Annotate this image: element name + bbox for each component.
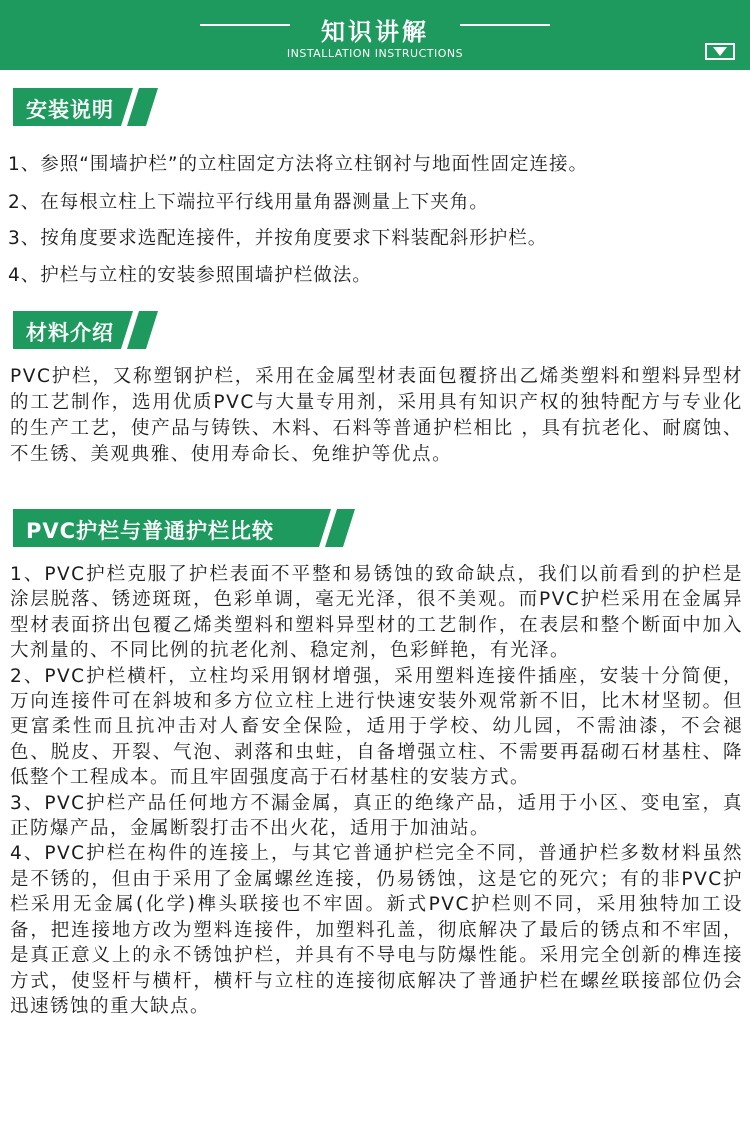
- section-heading-installation: [13, 88, 158, 126]
- section-heading-materials: [13, 311, 158, 349]
- materials-paragraph: PVC护栏，又称塑钢护栏，采用在金属型材表面包覆挤出乙烯类塑料和塑料异型材的工艺制作，选用优质PVC与大量专用剂，采用具有知识产权的独特配方与专业化的生产工艺，使产品与铸铁、木料、石料等普通护栏相比 ，具有抗老化、耐腐蚀、不生锈、美观典雅、使用寿命长、免维护等优点。: [10, 366, 743, 465]
- section-heading-text: 材料介绍: [26, 321, 114, 345]
- comparison-paragraph: 1、PVC护栏克服了护栏表面不平整和易锈蚀的致命缺点，我们以前看到的护栏是涂层脱落、锈迹斑斑，色彩单调，毫无光泽，很不美观。而PVC护栏采用在金属异型材表面挤出包覆乙烯类塑料和塑料异型材的工艺制作，在表层和整个断面中加入大剂量的、不同比例的抗老化剂、稳定剂，色彩鲜艳，有光泽。 2、PVC护栏横杆，立柱均采用钢材增强，采用塑料连接件插座，安装十分简便，万向连接件可在斜坡和多方位立柱上进行快速安装外观常新不旧，比木材坚韧。但更富柔性而且抗冲击对人畜安全保险，适用于学校、幼儿园，不需油漆，不会褪色、脱皮、开裂、气泡、剥落和虫蛀，自备增强立柱、不需要再磊砌石材基柱、降低整个工程成本。而且牢固强度高于石材基柱的安装方式。 3、PVC护栏产品任何地方不漏金属，真正的绝缘产品，适用于小区、变电室，真正防爆产品，金属断裂打击不出火花，适用于加油站。 4、PVC护栏在构件的连接上，与其它普通护栏完全不同，普通护栏多数材料虽然是不锈的，但由于采用了金属螺丝连接，仍易锈蚀，这是它的死穴；有的非PVC护栏采用无金属(化学)榫头联接也不牢固。新式PVC护栏则不同，采用独特加工设备，把连接地方改为塑料连接件，加塑料孔盖，彻底解决了最后的锈点和不牢固，是真正意义上的永不锈蚀护栏，并具有不导电与防爆性能。采用完全创新的榫连接方式，使竖杆与横杆，横杆与立柱的连接彻底解决了普通护栏在螺丝联接部位仍会迅速锈蚀的重大缺点。: [10, 564, 743, 1017]
- chevron-down-icon: [713, 47, 727, 57]
- section-heading-text: PVC护栏与普通护栏比较: [26, 519, 275, 543]
- installation-step-1: 1、参照“围墙护栏”的立柱固定方法将立柱钢衬与地面性固定连接。: [8, 154, 588, 175]
- banner-subtitle: INSTALLATION INSTRUCTIONS: [286, 47, 464, 60]
- installation-step-3: 3、按角度要求选配连接件，并按角度要求下料装配斜形护栏。: [8, 228, 548, 249]
- installation-step-4: 4、护栏与立柱的安装参照围墙护栏做法。: [8, 265, 372, 286]
- collapse-toggle-button[interactable]: [705, 43, 735, 60]
- banner-title: 知识讲解: [321, 18, 429, 46]
- section-heading-text: 安装说明: [26, 98, 114, 122]
- top-banner: [0, 0, 750, 70]
- section-heading-comparison: [13, 509, 355, 547]
- installation-step-2: 2、在每根立柱上下端拉平行线用量角器测量上下夹角。: [8, 192, 489, 213]
